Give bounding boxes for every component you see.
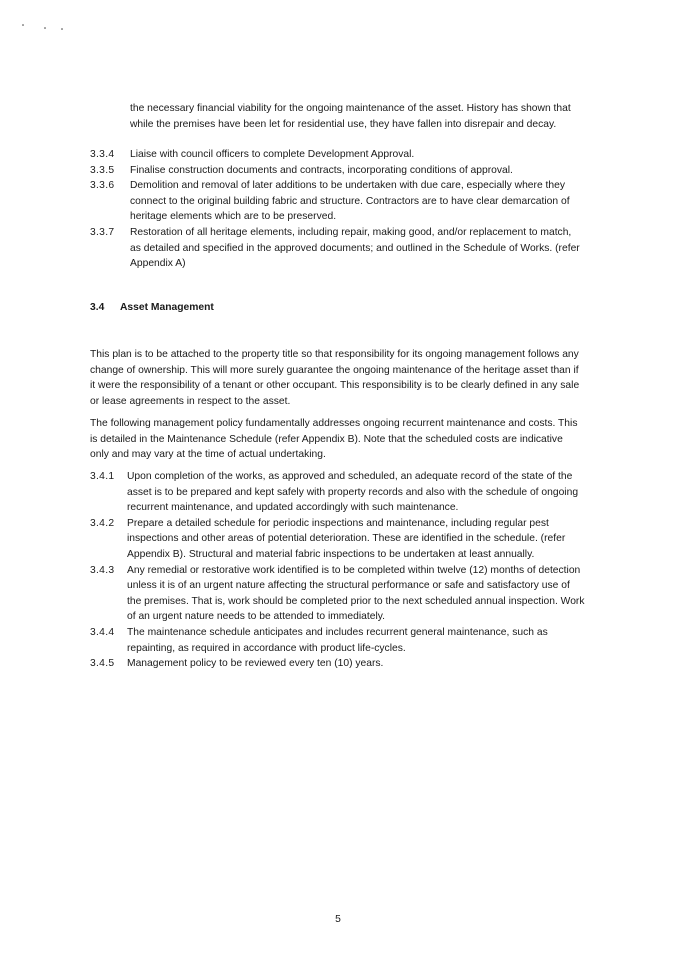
list-item <box>90 656 586 672</box>
section-title: Asset Management <box>120 302 214 313</box>
list-item-number: 3.4.4 <box>90 626 115 638</box>
section-3-3-list <box>90 147 584 272</box>
list-item-text: Prepare a detailed schedule for periodic inspections and maintenance, including regular pest inspections and other areas of potential deterioration. These are identified in the schedule. (refer Appendix B). Structural and material fabric inspections to be undertaken at least annually. <box>127 517 566 560</box>
list-item-text: Finalise construction documents and contracts, incorporating conditions of approval. <box>130 164 513 176</box>
section-3-3-continuation: the necessary financial viability for the ongoing maintenance of the asset. History has shown that while the premises have been let for residential use, they have fallen into disrepair and decay. <box>130 103 571 130</box>
list-item <box>90 625 586 656</box>
section-heading <box>90 300 214 316</box>
paragraph: This plan is to be attached to the property title so that responsibility for its ongoing management follows any change of ownership. This will more surely guarantee the ongoing maintenance of the heritage asset than if it were the responsibility of a tenant or other occupant. This responsibility is to be clearly defined in any sale or lease agreements in respect to the asset. <box>90 349 580 407</box>
list-item <box>90 225 584 272</box>
scan-artifact <box>18 20 78 40</box>
list-item <box>90 563 586 625</box>
list-item <box>90 163 584 179</box>
list-item-text: Any remedial or restorative work identified is to be completed within twelve (12) months of detection unless it is of an urgent nature affecting the structural performance or safe and satisfactory use of the premises. That is, work should be completed prior to the next scheduled annual inspection. Work of an urgent nature needs to be attended to immediately. <box>127 564 585 623</box>
list-item-number: 3.4.3 <box>90 564 115 576</box>
paragraph: The following management policy fundamentally addresses ongoing recurrent maintenance and costs. This is detailed in the Maintenance Schedule (refer Appendix B). Note that the scheduled costs are indicative only and may vary at the time of actual undertaking. <box>90 418 578 461</box>
list-item <box>90 469 586 516</box>
list-item-text: Liaise with council officers to complete Development Approval. <box>130 149 415 160</box>
list-item-text: Management policy to be reviewed every ten (10) years. <box>127 658 384 670</box>
list-item-number: 3.4.5 <box>90 658 115 670</box>
list-item-number: 3.3.7 <box>90 226 115 238</box>
page-number: 5 <box>335 914 341 925</box>
list-item-text: The maintenance schedule anticipates and includes recurrent general maintenance, such as repainting, as required in accordance with product life-cycles. <box>127 626 548 654</box>
section-3-4-list <box>90 469 586 672</box>
list-item-number: 3.4.1 <box>90 471 115 482</box>
list-item-text: Restoration of all heritage elements, including repair, making good, and/or replacement to match, as detailed and specified in the approved documents; and outlined in the Schedule of Works. (refer Appendix A) <box>130 226 580 270</box>
list-item-text: Upon completion of the works, as approved and scheduled, an adequate record of the state of the asset is to be prepared and kept safely with property records and also with the schedule of ongoing recurrent maintenance, and updated accordingly with such maintenance. <box>127 471 579 514</box>
list-item-text: Demolition and removal of later additions to be undertaken with due care, especially where they connect to the original building fabric and structure. Contractors are to have clear demarcation of heritage elements which are to be preserved. <box>130 180 570 223</box>
section-number: 3.4 <box>90 302 105 313</box>
list-item <box>90 516 586 563</box>
list-item-number: 3.3.6 <box>90 180 115 192</box>
list-item-number: 3.3.4 <box>90 149 115 160</box>
list-item <box>90 178 584 225</box>
list-item-number: 3.4.2 <box>90 517 115 529</box>
list-item-number: 3.3.5 <box>90 164 115 176</box>
list-item <box>90 147 584 163</box>
